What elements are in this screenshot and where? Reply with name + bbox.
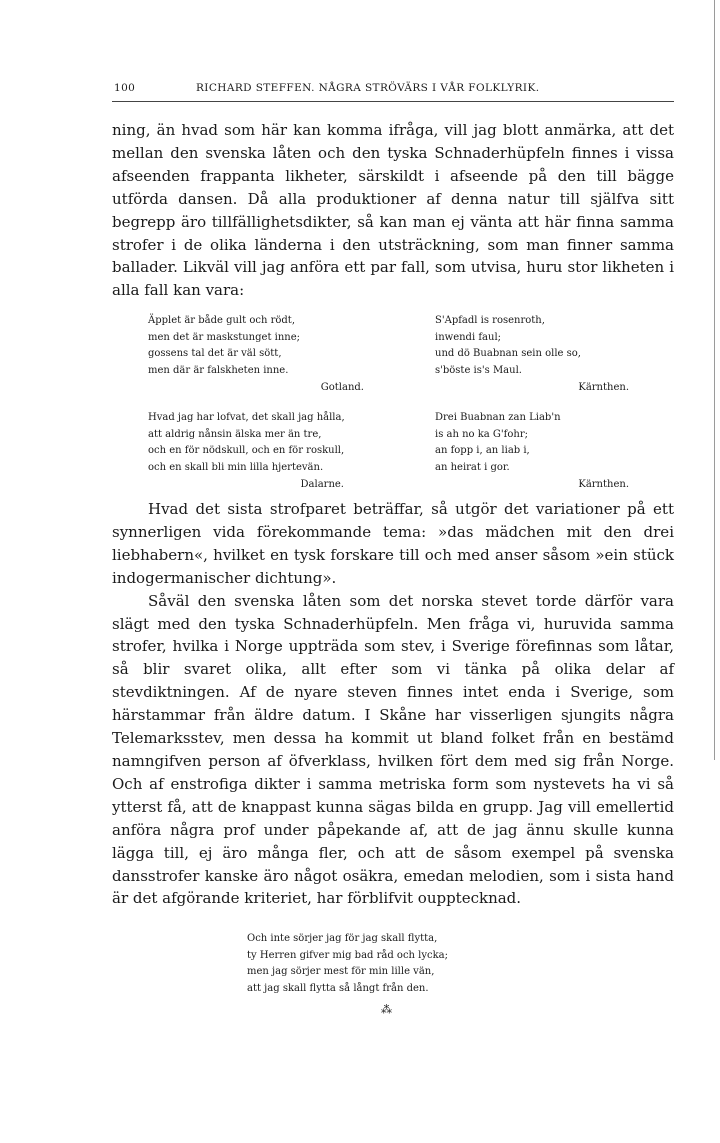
verse-line: ty Herren gifver mig bad råd och lycka; [247, 949, 449, 961]
verse-karnthen-1 [435, 313, 629, 396]
verse-line: att aldrig nånsin älska mer än tre, [148, 428, 322, 440]
verse-line: Och inte sörjer jag för jag skall flytta, [247, 933, 438, 944]
verse-gotland [148, 313, 364, 396]
verse-line: s'böste is's Maul. [435, 365, 522, 377]
verse-line: an heirat i gor. [435, 462, 510, 474]
verse-line: och en skall bli min lilla hjertevän. [148, 462, 324, 474]
verse-line: an fopp i, an liab i, [435, 445, 530, 457]
verse-closing [247, 931, 517, 998]
verse-place: Gotland. [320, 381, 364, 393]
verse-line: och en för nödskull, och en för roskull, [148, 445, 345, 457]
header-rule [112, 101, 674, 102]
page-edge-line [714, 0, 715, 760]
verse-line: is ah no ka G'fohr; [435, 428, 528, 440]
body-text [112, 498, 674, 910]
paragraph-1: ning, än hvad som här kan komma ifråga, vill jag blott anmärka, att det mellan den svenska låten och den tyska Schnaderhüpfeln finnes i vissa afseenden frappanta likheter, särskildt i afseende på den till bägge utförda dansen. Då alla produktioner af denna natur till själfva sitt begrepp äro tillfällighetsdikter, så kan man ej vänta att här finna samma strofer i de olika länderna i den utsträckning, som man finner samma ballader. Likväl vill jag anföra ett par fall, som utvisa, huru stor likheten i alla fall kan vara: [112, 121, 674, 300]
verse-place: Kärnthen. [578, 381, 629, 393]
running-title: RICHARD STEFFEN. NÅGRA STRÖVÄRS I VÅR FOLKLYRIK. [196, 82, 540, 94]
verse-line: Drei Buabnan zan Liab'n [435, 412, 561, 423]
verse-dalarne [148, 410, 392, 493]
verse-line: gossens tal det är väl sött, [148, 348, 282, 360]
verse-line: Hvad jag har lofvat, det skall jag hålla, [148, 412, 345, 423]
verse-line: Äpplet är både gult och rödt, [148, 315, 295, 326]
verse-line: men jag sörjer mest för min lille vän, [247, 966, 435, 978]
verse-place: Dalarne. [300, 478, 344, 490]
end-mark: ⁂ [381, 1003, 392, 1016]
verse-line: men där är falskheten inne. [148, 365, 289, 377]
verse-line: att jag skall flytta så långt från den. [247, 983, 429, 995]
page-number: 100 [114, 82, 136, 94]
verse-line: S'Apfadl is rosenroth, [435, 315, 545, 326]
verse-line: men det är maskstunget inne; [148, 331, 301, 343]
verse-line: und dö Buabnan sein olle so, [435, 348, 581, 360]
paragraph-3: Såväl den svenska låten som det norska stevet torde därför vara slägt med den tyska Schnaderhüpfeln. Men fråga vi, huruvida samma strofer, hvilka i Norge uppträda som stev, i Sverige förefinnas som låtar, så blir svaret olika, allt efter som vi tänka på olika delar af stevdiktningen. Af de nyare steven finnes intet enda i Sverige, som härstammar från äldre datum. I Skåne har visserligen sjungits några Telemarksstev, men dessa ha kommit ut bland folket från en bestämd namngifven person af öfverklass, hvilken fört dem med sig från Norge. Och af enstrofiga dikter i samma metriska form som nystevets ha vi så ytterst få, att de knappast kunna sägas bilda en grupp. Jag vill emellertid anföra några prof under påpekande af, att de jag ännu skulle kunna lägga till, ej äro många fler, och att de såsom exempel på svenska dansstrofer kanske äro något osäkra, emedan melodien, som i sista hand är det afgörande kriteriet, har förblifvit oupptecknad. [112, 591, 674, 908]
verse-line: inwendi faul; [435, 331, 502, 343]
verse-place: Kärnthen. [578, 478, 629, 490]
paragraph-2: Hvad det sista strofparet beträffar, så utgör det variationer på ett synnerligen vida förekommande tema: »das mädchen mit den drei liebhabern«, hvilket en tysk forskare till och med anser såsom »ein stück indogermanischer dichtung». [112, 500, 674, 587]
verse-karnthen-2 [435, 410, 629, 493]
